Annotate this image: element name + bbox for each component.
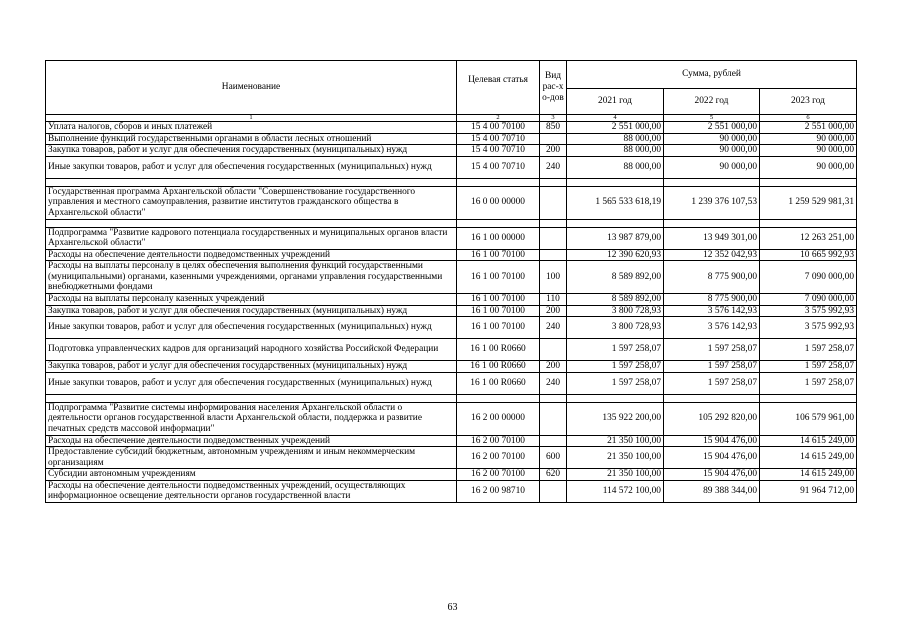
row-sum-2022: 3 576 142,93: [664, 305, 760, 317]
row-sum-2023: 3 575 992,93: [760, 317, 857, 339]
table-row: [46, 305, 857, 317]
header-year-2023: 2023 год: [760, 89, 857, 115]
header-name: Наименование: [46, 61, 457, 115]
row-code: 15 4 00 70710: [457, 145, 540, 157]
row-vid: 620: [540, 469, 567, 481]
row-code: 16 2 00 00000: [457, 402, 540, 435]
row-vid: 600: [540, 447, 567, 469]
row-code: 16 1 00 70100: [457, 249, 540, 261]
row-name: Закупка товаров, работ и услуг для обеспечения государственных (муниципальных) нужд: [46, 361, 457, 373]
row-sum-2021: 88 000,00: [567, 145, 664, 157]
row-name: Подпрограмма "Развитие системы информирования населения Архангельской области о деятельности органов государственной власти Архангельской области, поддержка и развитие печатных средств массовой информации": [46, 402, 457, 435]
row-code: 16 0 00 00000: [457, 186, 540, 219]
header-row-top: [46, 61, 857, 89]
row-code: 16 1 00 70100: [457, 261, 540, 294]
row-sum-2022: 90 000,00: [664, 133, 760, 145]
row-vid: 100: [540, 261, 567, 294]
row-name: Расходы на обеспечение деятельности подведомственных учреждений, осуществляющих информационное освещение деятельности органов государственной власти: [46, 480, 457, 502]
row-sum-2021: 21 350 100,00: [567, 435, 664, 447]
row-code: 16 1 00 R0660: [457, 339, 540, 361]
spacer-cell: [540, 394, 567, 402]
row-code: 15 4 00 70710: [457, 133, 540, 145]
page-number: 63: [447, 602, 458, 613]
row-code: 16 1 00 70100: [457, 294, 540, 306]
header-year-2022: 2022 год: [664, 89, 760, 115]
spacer-cell: [46, 219, 457, 227]
row-sum-2023: 1 259 529 981,31: [760, 186, 857, 219]
spacer-cell: [567, 219, 664, 227]
row-sum-2023: 90 000,00: [760, 156, 857, 178]
row-sum-2023: 14 615 249,00: [760, 435, 857, 447]
row-code: 16 1 00 R0660: [457, 361, 540, 373]
row-sum-2021: 88 000,00: [567, 133, 664, 145]
column-index: 1: [46, 115, 457, 122]
table-row: [46, 249, 857, 261]
row-name: Закупка товаров, работ и услуг для обеспечения государственных (муниципальных) нужд: [46, 305, 457, 317]
row-sum-2021: 21 350 100,00: [567, 469, 664, 481]
row-name: Расходы на обеспечение деятельности подведомственных учреждений: [46, 249, 457, 261]
table-row: [46, 122, 857, 134]
row-sum-2021: 13 987 879,00: [567, 227, 664, 249]
row-sum-2022: 90 000,00: [664, 156, 760, 178]
header-sum: Сумма, рублей: [567, 61, 857, 89]
row-name: Расходы на обеспечение деятельности подведомственных учреждений: [46, 435, 457, 447]
row-sum-2021: 1 565 533 618,19: [567, 186, 664, 219]
column-index: 4: [567, 115, 664, 122]
row-sum-2023: 10 665 992,93: [760, 249, 857, 261]
spacer-row: [46, 394, 857, 402]
row-vid: 200: [540, 305, 567, 317]
column-index-row: [46, 115, 857, 122]
table-row: [46, 372, 857, 394]
row-sum-2021: 3 800 728,93: [567, 305, 664, 317]
spacer-cell: [540, 219, 567, 227]
column-index: 5: [664, 115, 760, 122]
row-vid: 240: [540, 372, 567, 394]
row-name: Иные закупки товаров, работ и услуг для обеспечения государственных (муниципальных) нужд: [46, 317, 457, 339]
row-sum-2021: 8 589 892,00: [567, 261, 664, 294]
row-sum-2023: 14 615 249,00: [760, 469, 857, 481]
row-sum-2023: 14 615 249,00: [760, 447, 857, 469]
row-sum-2022: 3 576 142,93: [664, 317, 760, 339]
row-code: 16 1 00 70100: [457, 317, 540, 339]
row-vid: [540, 249, 567, 261]
row-vid: [540, 480, 567, 502]
row-sum-2022: 2 551 000,00: [664, 122, 760, 134]
row-name: Субсидии автономным учреждениям: [46, 469, 457, 481]
section-row: [46, 186, 857, 219]
row-sum-2021: 1 597 258,07: [567, 339, 664, 361]
table-row: [46, 447, 857, 469]
spacer-row: [46, 178, 857, 186]
row-sum-2022: 1 597 258,07: [664, 339, 760, 361]
row-sum-2023: 1 597 258,07: [760, 372, 857, 394]
row-sum-2021: 88 000,00: [567, 156, 664, 178]
row-sum-2022: 8 775 900,00: [664, 261, 760, 294]
row-name: Выполнение функций государственными органами в области лесных отношений: [46, 133, 457, 145]
row-vid: [540, 186, 567, 219]
row-sum-2022: 105 292 820,00: [664, 402, 760, 435]
row-sum-2022: 13 949 301,00: [664, 227, 760, 249]
budget-table: [45, 60, 857, 503]
table-row: [46, 261, 857, 294]
row-code: 16 2 00 70100: [457, 447, 540, 469]
row-vid: [540, 227, 567, 249]
spacer-cell: [567, 394, 664, 402]
row-sum-2022: 1 597 258,07: [664, 361, 760, 373]
spacer-cell: [540, 178, 567, 186]
row-sum-2021: 8 589 892,00: [567, 294, 664, 306]
row-name: Предоставление субсидий бюджетным, автономным учреждениям и иным некоммерческим организациям: [46, 447, 457, 469]
spacer-cell: [567, 178, 664, 186]
row-code: 15 4 00 70710: [457, 156, 540, 178]
spacer-row: [46, 219, 857, 227]
row-name: Закупка товаров, работ и услуг для обеспечения государственных (муниципальных) нужд: [46, 145, 457, 157]
spacer-cell: [46, 178, 457, 186]
column-index: 3: [540, 115, 567, 122]
row-sum-2023: 1 597 258,07: [760, 339, 857, 361]
row-sum-2023: 91 964 712,00: [760, 480, 857, 502]
spacer-cell: [46, 394, 457, 402]
row-sum-2021: 135 922 200,00: [567, 402, 664, 435]
row-sum-2022: 12 352 042,93: [664, 249, 760, 261]
row-code: 16 2 00 98710: [457, 480, 540, 502]
row-code: 16 2 00 70100: [457, 469, 540, 481]
row-vid: 200: [540, 145, 567, 157]
row-sum-2023: 90 000,00: [760, 133, 857, 145]
row-vid: 850: [540, 122, 567, 134]
row-vid: 240: [540, 156, 567, 178]
row-sum-2023: 7 090 000,00: [760, 261, 857, 294]
row-sum-2022: 90 000,00: [664, 145, 760, 157]
row-vid: [540, 133, 567, 145]
table-row: [46, 469, 857, 481]
row-name: Иные закупки товаров, работ и услуг для обеспечения государственных (муниципальных) нужд: [46, 156, 457, 178]
column-index: 6: [760, 115, 857, 122]
row-vid: 200: [540, 361, 567, 373]
row-vid: [540, 339, 567, 361]
row-sum-2022: 89 388 344,00: [664, 480, 760, 502]
row-sum-2023: 7 090 000,00: [760, 294, 857, 306]
spacer-cell: [457, 394, 540, 402]
spacer-cell: [664, 178, 760, 186]
row-name: Уплата налогов, сборов и иных платежей: [46, 122, 457, 134]
table-row: [46, 294, 857, 306]
row-name: Подготовка управленческих кадров для организаций народного хозяйства Российской Федерации: [46, 339, 457, 361]
spacer-cell: [760, 219, 857, 227]
row-sum-2021: 114 572 100,00: [567, 480, 664, 502]
row-sum-2021: 1 597 258,07: [567, 361, 664, 373]
row-name: Иные закупки товаров, работ и услуг для обеспечения государственных (муниципальных) нужд: [46, 372, 457, 394]
row-code: 16 1 00 R0660: [457, 372, 540, 394]
row-vid: 240: [540, 317, 567, 339]
row-sum-2023: 12 263 251,00: [760, 227, 857, 249]
spacer-cell: [457, 178, 540, 186]
row-code: 15 4 00 70100: [457, 122, 540, 134]
row-sum-2022: 1 597 258,07: [664, 372, 760, 394]
row-sum-2023: 90 000,00: [760, 145, 857, 157]
spacer-cell: [457, 219, 540, 227]
row-sum-2023: 106 579 961,00: [760, 402, 857, 435]
row-vid: 110: [540, 294, 567, 306]
header-year-2021: 2021 год: [567, 89, 664, 115]
table-row: [46, 145, 857, 157]
spacer-cell: [664, 219, 760, 227]
row-name: Государственная программа Архангельской области "Совершенствование государственного управления и местного самоуправления, развитие институтов гражданского общества в Архангельской области": [46, 186, 457, 219]
spacer-cell: [760, 178, 857, 186]
table-row: [46, 361, 857, 373]
row-name: Расходы на выплаты персоналу в целях обеспечения выполнения функций государственными (муниципальными) органами, казенными учреждениями, органами управления государственными внебюджетными фондами: [46, 261, 457, 294]
row-sum-2021: 2 551 000,00: [567, 122, 664, 134]
row-code: 16 2 00 70100: [457, 435, 540, 447]
table-row: [46, 339, 857, 361]
header-vid: Вид рас-хо-дов: [540, 61, 567, 115]
row-sum-2021: 12 390 620,93: [567, 249, 664, 261]
row-sum-2022: 8 775 900,00: [664, 294, 760, 306]
table-row: [46, 133, 857, 145]
spacer-cell: [664, 394, 760, 402]
row-sum-2023: 1 597 258,07: [760, 361, 857, 373]
row-sum-2021: 1 597 258,07: [567, 372, 664, 394]
table-row: [46, 317, 857, 339]
row-sum-2022: 15 904 476,00: [664, 469, 760, 481]
row-code: 16 1 00 70100: [457, 305, 540, 317]
table-row: [46, 156, 857, 178]
row-vid: [540, 435, 567, 447]
table-body: [46, 61, 857, 503]
column-index: 2: [457, 115, 540, 122]
row-sum-2022: 15 904 476,00: [664, 435, 760, 447]
row-name: Подпрограмма "Развитие кадрового потенциала государственных и муниципальных органов власти Архангельской области": [46, 227, 457, 249]
row-sum-2023: 3 575 992,93: [760, 305, 857, 317]
row-vid: [540, 402, 567, 435]
table-row: [46, 480, 857, 502]
row-sum-2021: 3 800 728,93: [567, 317, 664, 339]
table-row: [46, 435, 857, 447]
row-sum-2021: 21 350 100,00: [567, 447, 664, 469]
row-sum-2022: 15 904 476,00: [664, 447, 760, 469]
header-code: Целевая статья: [457, 61, 540, 115]
row-code: 16 1 00 00000: [457, 227, 540, 249]
spacer-cell: [760, 394, 857, 402]
section-row: [46, 227, 857, 249]
row-sum-2022: 1 239 376 107,53: [664, 186, 760, 219]
row-sum-2023: 2 551 000,00: [760, 122, 857, 134]
section-row: [46, 402, 857, 435]
row-name: Расходы на выплаты персоналу казенных учреждений: [46, 294, 457, 306]
